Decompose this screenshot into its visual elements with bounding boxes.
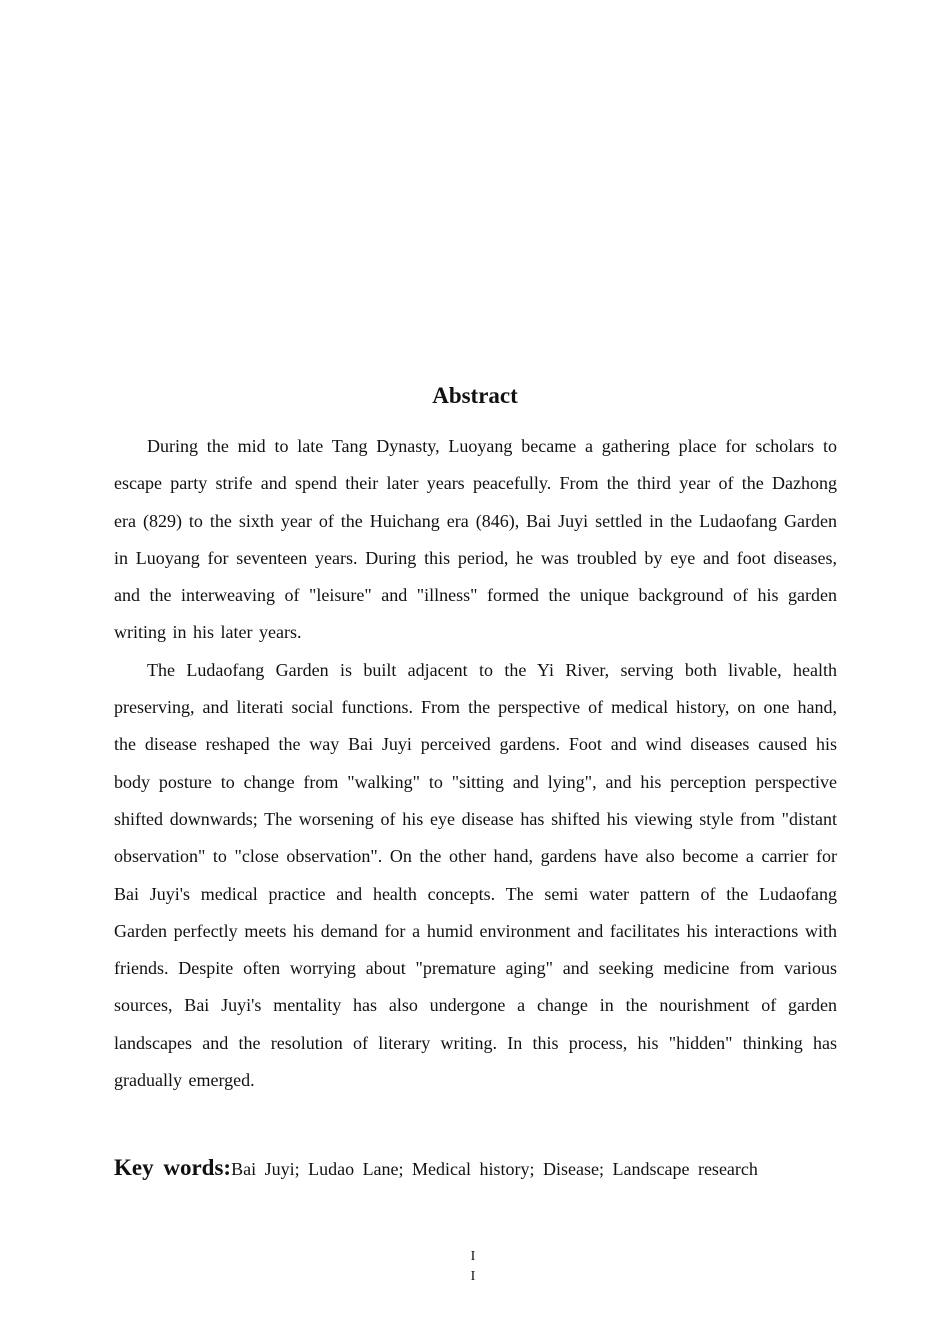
abstract-body xyxy=(114,428,837,1099)
abstract-title: Abstract xyxy=(432,383,518,408)
page-number-line-2: I xyxy=(470,1269,476,1284)
abstract-paragraph-1: During the mid to late Tang Dynasty, Luoyang became a gathering place for scholars to escape party strife and spend their later years peacefully. From the third year of the Dazhong era (829) to the sixth year of the Huichang era (846), Bai Juyi settled in the Ludaofang Garden in Luoyang for seventeen years. During this period, he was troubled by eye and foot diseases, and the interweaving of "leisure" and "illness" formed the unique background of his garden writing in his later years. xyxy=(114,436,837,643)
page-number xyxy=(0,1247,946,1287)
keywords-text: Bai Juyi; Ludao Lane; Medical history; Disease; Landscape research xyxy=(231,1159,758,1179)
page-number-line-1: I xyxy=(470,1249,476,1264)
keywords-label: Key words: xyxy=(114,1155,232,1180)
abstract-paragraph-2: The Ludaofang Garden is built adjacent to the Yi River, serving both livable, health preserving, and literati social functions. From the perspective of medical history, on one hand, the disease reshaped the way Bai Juyi perceived gardens. Foot and wind diseases caused his body posture to change from "walking" to "sitting and lying", and his perception perspective shifted downwards; The worsening of his eye disease has shifted his viewing style from "distant observation" to "close observation". On the other hand, gardens have also become a carrier for Bai Juyi's medical practice and health concepts. The semi water pattern of the Ludaofang Garden perfectly meets his demand for a humid environment and facilitates his interactions with friends. Despite often worrying about "premature aging" and seeking medicine from various sources, Bai Juyi's mentality has also undergone a change in the nourishment of garden landscapes and the resolution of literary writing. In this process, his "hidden" thinking has gradually emerged. xyxy=(114,659,837,1091)
keywords-line xyxy=(114,1150,837,1187)
